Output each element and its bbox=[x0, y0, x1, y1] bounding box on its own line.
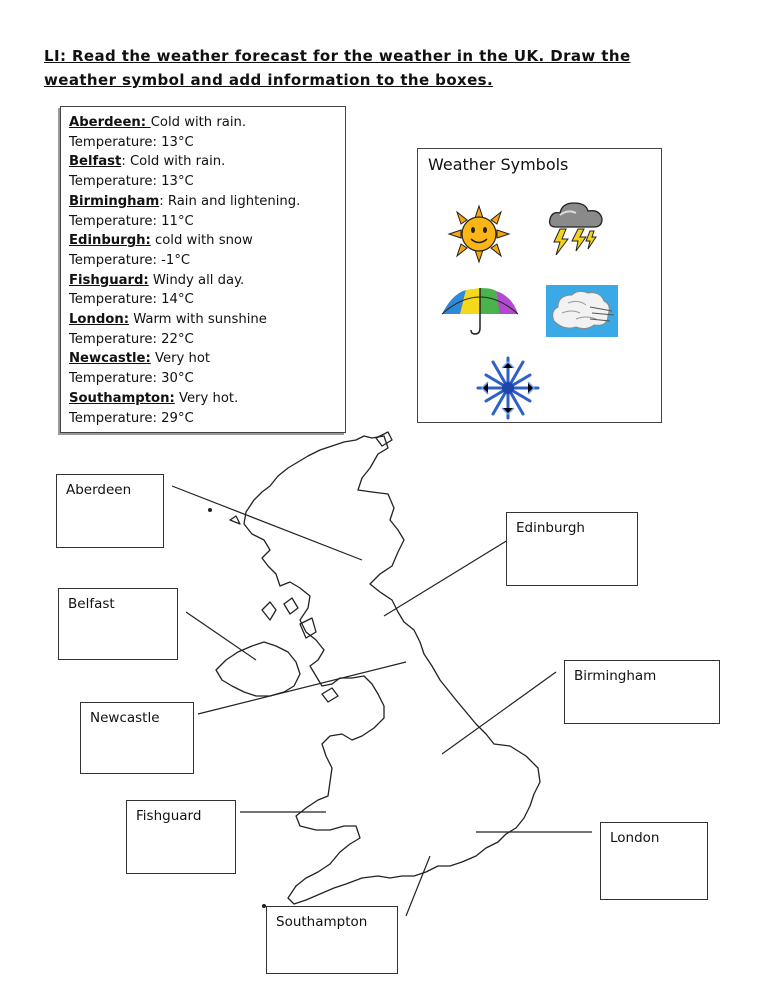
box-label: Southampton bbox=[276, 914, 368, 930]
city-name: London: bbox=[69, 312, 130, 328]
city-name: Newcastle: bbox=[69, 351, 151, 367]
temperature-line: Temperature: 22°C bbox=[69, 331, 194, 347]
weather-description: Cold with rain. bbox=[150, 115, 247, 130]
temperature-line: Temperature: 13°C bbox=[69, 174, 194, 190]
pointer-line-belfast bbox=[186, 612, 256, 660]
birmingham-answer-box[interactable] bbox=[564, 660, 720, 724]
box-label: Birmingham bbox=[574, 668, 657, 684]
pointer-line-edinburgh bbox=[384, 540, 508, 616]
instruction-line-2: weather symbol and add information to the boxes. bbox=[44, 71, 494, 89]
temperature-line: Temperature: 13°C bbox=[69, 134, 194, 150]
box-label: Fishguard bbox=[136, 808, 202, 824]
temperature-line: Temperature: -1°C bbox=[69, 252, 191, 268]
weather-symbols-heading: Weather Symbols bbox=[428, 155, 569, 174]
edinburgh-answer-box[interactable] bbox=[506, 512, 638, 586]
island-dot bbox=[208, 508, 212, 512]
weather-description: Windy all day. bbox=[148, 272, 245, 288]
pointer-line-southampton bbox=[406, 856, 430, 916]
southampton-answer-box[interactable] bbox=[266, 906, 398, 974]
weather-description: cold with snow bbox=[150, 233, 253, 249]
city-name: Edinburgh: bbox=[69, 233, 151, 249]
temperature-line: Temperature: 11°C bbox=[69, 213, 194, 229]
northern-ireland-outline bbox=[216, 642, 300, 696]
temperature-line: Temperature: 14°C bbox=[69, 292, 194, 308]
city-name: Aberdeen: bbox=[69, 115, 151, 130]
pointer-line-aberdeen bbox=[172, 486, 362, 560]
weather-description: : Cold with rain. bbox=[121, 154, 226, 170]
belfast-answer-box[interactable] bbox=[58, 588, 178, 660]
temperature-line: Temperature: 30°C bbox=[69, 371, 194, 387]
box-label: Edinburgh bbox=[516, 520, 585, 536]
great-britain-outline bbox=[244, 436, 540, 904]
city-name: Fishguard: bbox=[69, 272, 149, 288]
box-label: London bbox=[610, 830, 660, 846]
pointer-line-birmingham bbox=[442, 672, 556, 754]
temperature-line: Temperature: 29°C bbox=[69, 410, 194, 426]
weather-description: Very hot bbox=[150, 351, 211, 367]
weather-description: Warm with sunshine bbox=[129, 312, 267, 328]
newcastle-answer-box[interactable] bbox=[80, 702, 194, 774]
city-name: Birmingham bbox=[69, 193, 160, 209]
weather-description: : Rain and lightening. bbox=[159, 193, 301, 209]
city-name: Southampton: bbox=[69, 390, 175, 406]
box-label: Belfast bbox=[68, 596, 115, 612]
instruction-line-1: LI: Read the weather forecast for the weather in the UK. Draw the bbox=[44, 47, 631, 65]
scottish-islands bbox=[230, 432, 392, 702]
aberdeen-answer-box[interactable] bbox=[56, 474, 164, 548]
box-label: Newcastle bbox=[90, 710, 160, 726]
city-name: Belfast bbox=[69, 154, 122, 170]
london-answer-box[interactable] bbox=[600, 822, 708, 900]
fishguard-answer-box[interactable] bbox=[126, 800, 236, 874]
box-label: Aberdeen bbox=[66, 482, 132, 498]
weather-description: Very hot. bbox=[174, 390, 239, 406]
